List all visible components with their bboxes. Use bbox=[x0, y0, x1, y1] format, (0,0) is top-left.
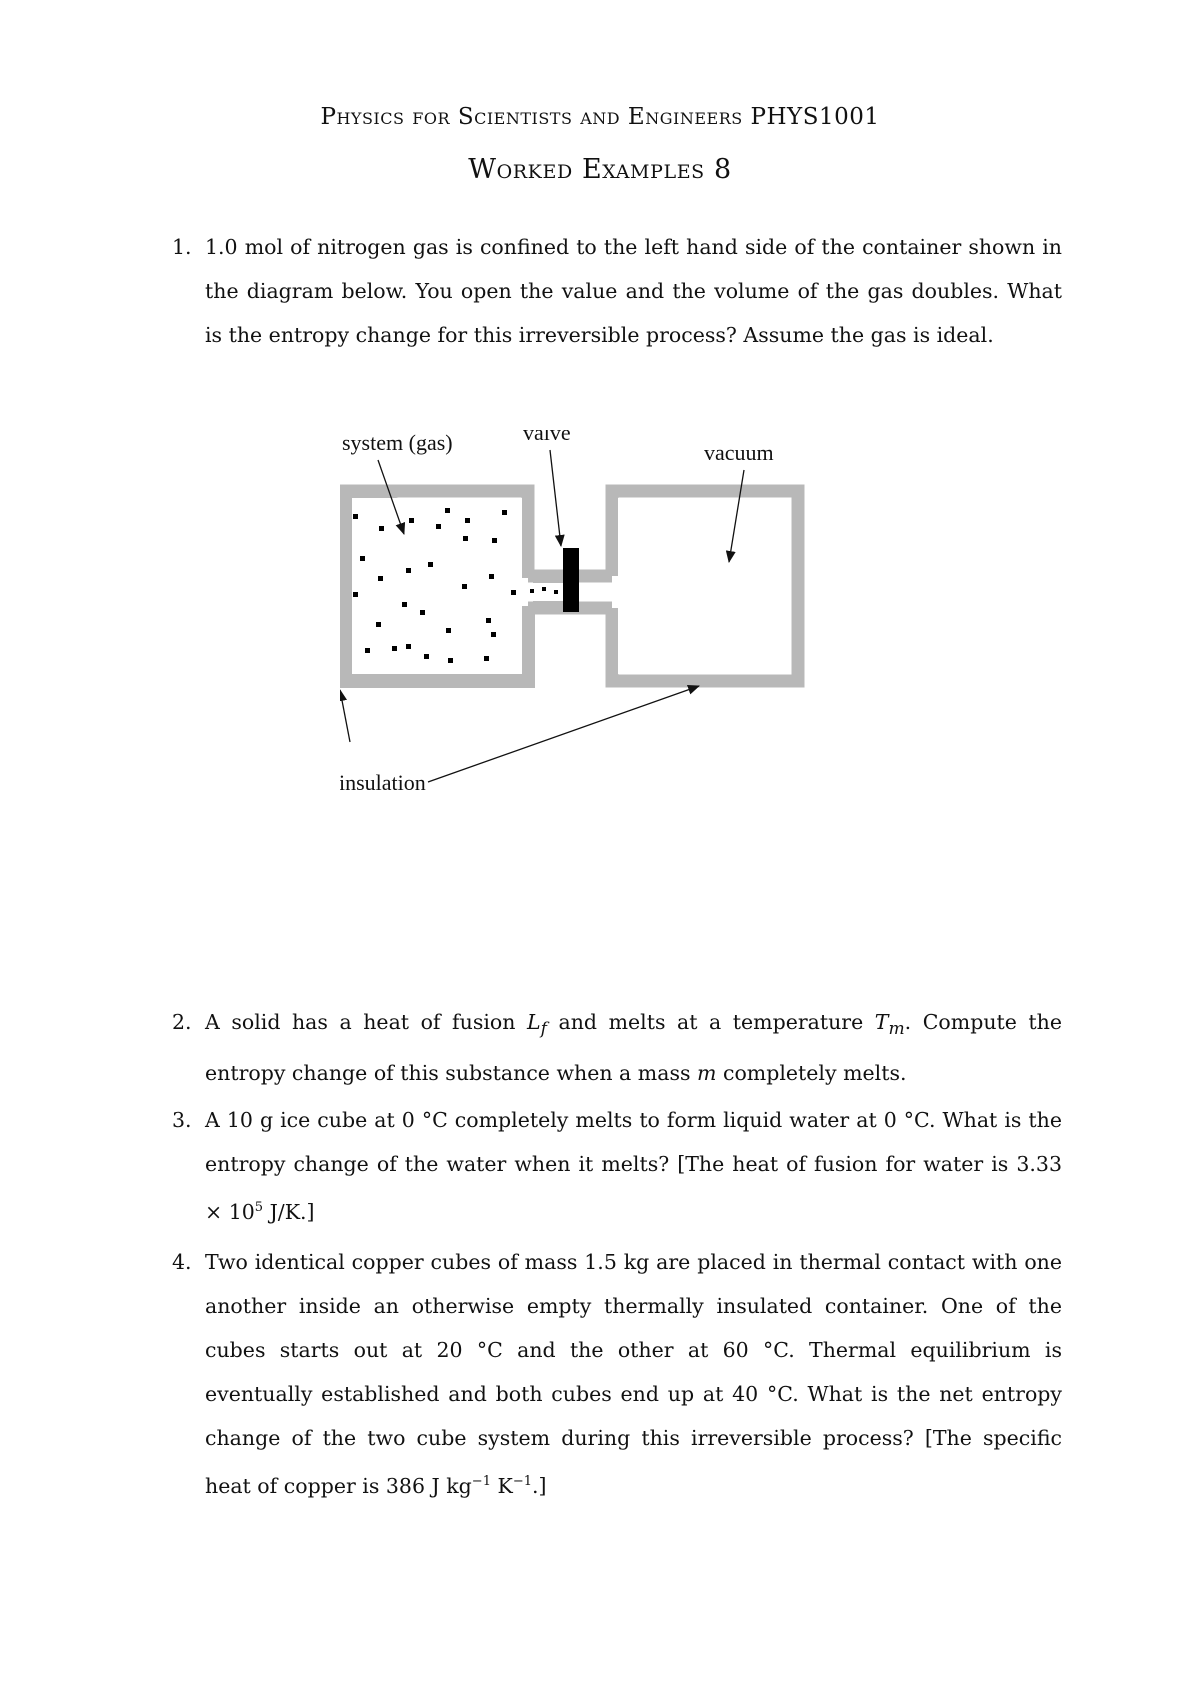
label-system: system (gas) bbox=[342, 430, 453, 455]
page-title: Worked Examples 8 bbox=[468, 154, 732, 185]
arrow-insulation-right bbox=[428, 686, 699, 782]
problem-text: A solid has a heat of fusion $L_f$ and melts at a temperature $T_m$. Compute the entropy change of this substance when a mass m completely melts. bbox=[205, 1010, 1063, 1086]
problem-number: 1. bbox=[172, 235, 192, 259]
problem-text: A 10 g ice cube at 0 °C completely melts to form liquid water at 0 °C. What is the entropy change of the water when it melts? [The heat of fusion for water is $3.33 \times 10^5$ J/K.] bbox=[205, 1108, 1062, 1224]
problem-text: Two identical copper cubes of mass 1.5 kg are placed in thermal contact with one another inside an otherwise empty thermally insulated container. One of the cubes starts out at 20 °C and the other at 60 °C. Thermal equilibrium is eventually established and both cubes end up at 40 °C. What is the net entropy change of the two cube system during this irreversible process? [The specific heat of copper is 386 J $kg^{-1}$ $K^{-1}$.] bbox=[205, 1250, 1062, 1498]
problem-3 bbox=[172, 1098, 1062, 1234]
problem-number: 3. bbox=[172, 1108, 192, 1132]
problem-number: 2. bbox=[172, 1010, 192, 1034]
problem-number: 4. bbox=[172, 1250, 192, 1274]
valve bbox=[563, 548, 579, 612]
var-T: T bbox=[874, 1010, 889, 1034]
label-insulation: insulation bbox=[340, 770, 426, 795]
var-L: L bbox=[527, 1010, 541, 1034]
container-diagram bbox=[340, 430, 900, 870]
problem-text: 1.0 mol of nitrogen gas is confined to the left hand side of the container shown in the diagram below. You open the value and the volume of the gas doubles. What is the entropy change for this irreversible process? Assume the gas is ideal. bbox=[205, 235, 1062, 347]
problem-2 bbox=[172, 1000, 1062, 1095]
arrow-insulation-left bbox=[340, 690, 350, 742]
problem-1 bbox=[172, 225, 1062, 357]
var-m: m bbox=[697, 1061, 717, 1086]
problem-4 bbox=[172, 1240, 1062, 1508]
label-vacuum: vacuum bbox=[704, 440, 774, 465]
label-valve: valve bbox=[523, 430, 571, 445]
arrow-valve bbox=[550, 450, 561, 546]
course-title: Physics for Scientists and Engineers PHYS1001 bbox=[320, 104, 880, 130]
